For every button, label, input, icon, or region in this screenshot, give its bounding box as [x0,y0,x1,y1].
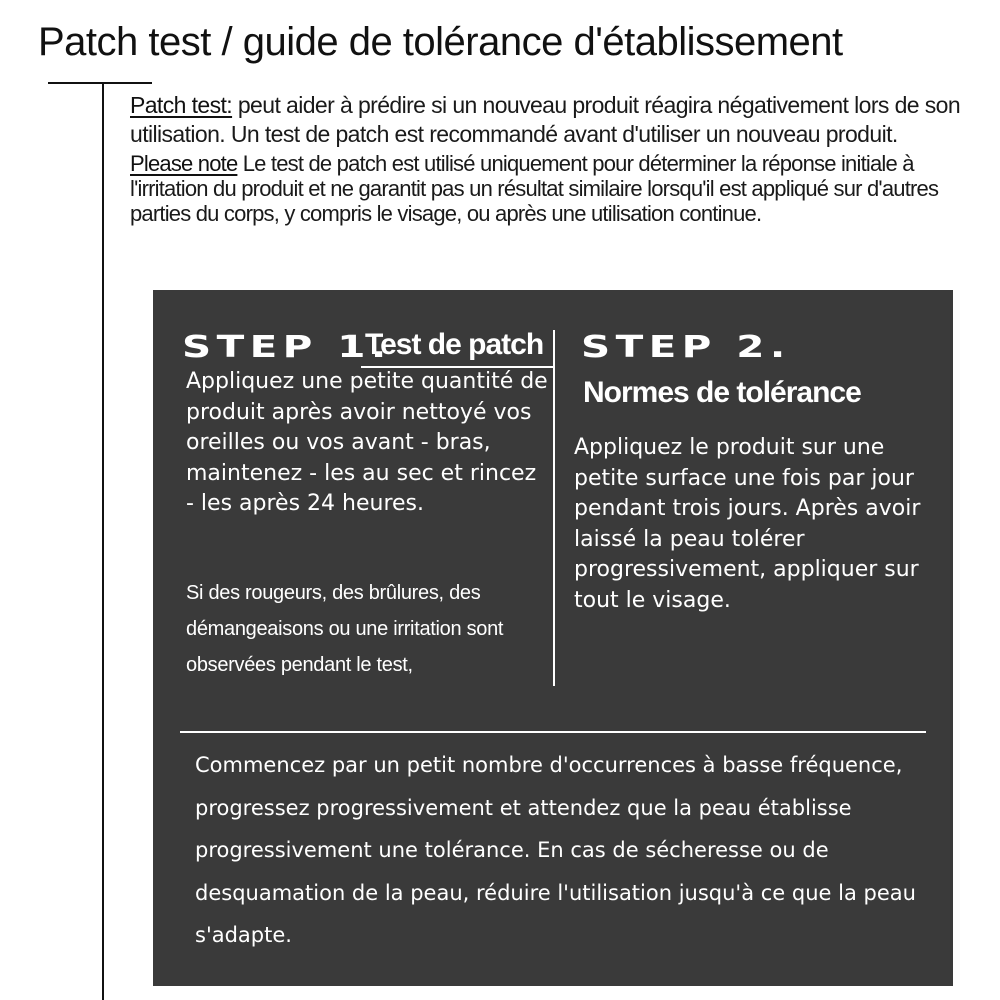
instructions-panel [153,290,953,986]
patch-test-text: peut aider à prédire si un nouveau produit réagira négativement lors de son utilisation. Un test de patch est recommandé avant d'utiliser un nouveau produit. [130,92,961,147]
step2-heading: STEP 2. [581,330,791,365]
step1-subtitle: Test de patch [365,328,544,361]
panel-horizontal-rule [180,731,926,733]
note-text: Le test de patch est utilisé uniquement pour déterminer la réponse initiale à l'irritation du produit et ne garantit pas un résultat similaire lorsqu'il est appliqué sur d'autres parties du corps, y compris le visage, ou après une utilisation continue. [130,151,939,226]
page-title: Patch test / guide de tolérance d'établissement [38,20,843,64]
step1-warning: Si des rougeurs, des brûlures, des démangeaisons ou une irritation sont observées pendant le test, [186,582,504,676]
footer-text: Commencez par un petit nombre d'occurrences à basse fréquence, progressez progressivement et attendez que la peau établisse progressivement une tolérance. En cas de sécheresse ou de desquamation de la peau, réduire l'utilisation jusqu'à ce que la peau s'adapte. [195,753,916,947]
step2-subtitle: Normes de tolérance [583,376,861,409]
step1-body: Appliquez une petite quantité de produit après avoir nettoyé vos oreilles ou vos avant - bras, maintenez - les au sec et rincez - les après 24 heures. [186,369,548,516]
patch-test-label: Patch test: [130,92,233,118]
column-divider [553,330,555,686]
note-label: Please note [130,151,238,176]
margin-rule [102,82,104,1000]
step1-heading: STEP 1. [182,330,392,365]
title-underline [48,82,152,84]
patch-test-paragraph [130,91,990,149]
intro-section [130,91,990,226]
step2-body: Appliquez le produit sur une petite surface une fois par jour pendant trois jours. Après avoir laissé la peau tolérer progressivement, appliquer sur tout le visage. [574,435,921,613]
note-paragraph [130,151,990,226]
